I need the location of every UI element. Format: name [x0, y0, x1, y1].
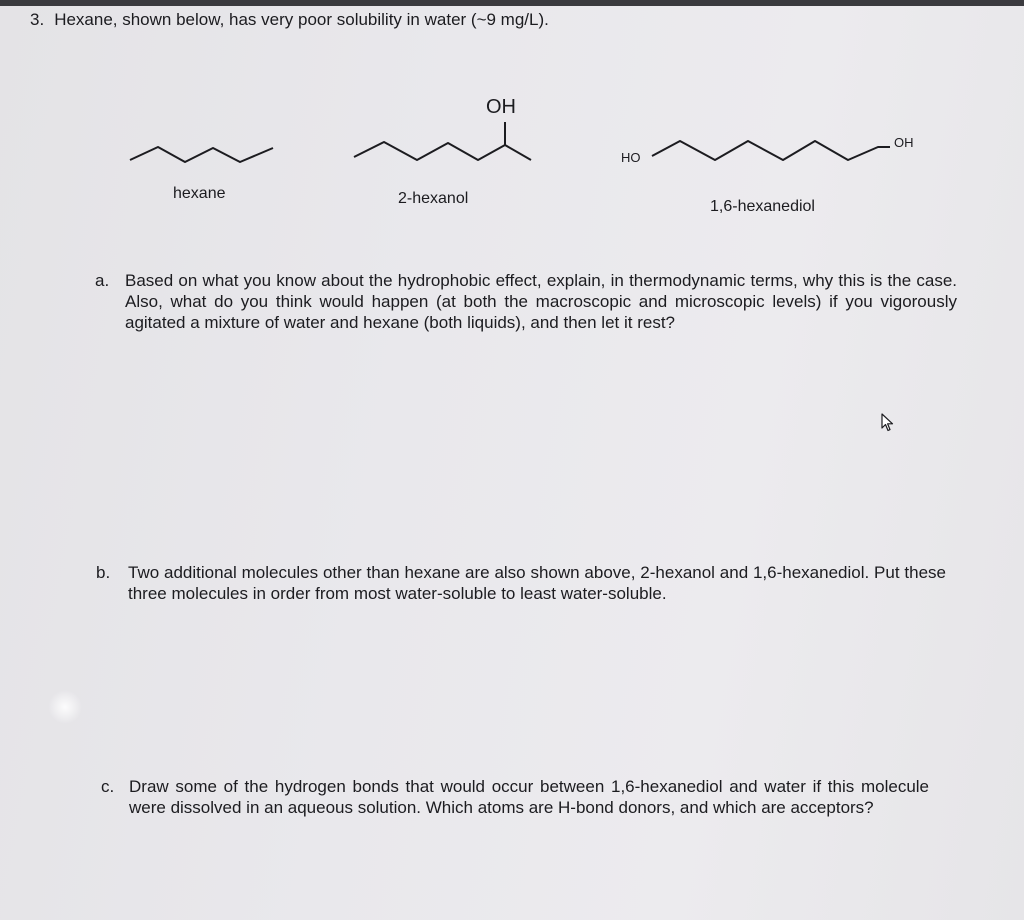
part-c	[101, 776, 941, 846]
hexanediol-oh-label: OH	[894, 135, 914, 150]
part-b-text: Two additional molecules other than hexane are also shown above, 2-hexanol and 1,6-hexanediol. Put these three molecules in order from most water-soluble to least water-soluble.	[128, 563, 946, 603]
part-b	[96, 562, 956, 632]
hexanol-label: 2-hexanol	[398, 190, 469, 207]
question-title-text: Hexane, shown below, has very poor solubility in water (~9 mg/L).	[54, 10, 549, 29]
part-b-letter: b.	[96, 563, 111, 582]
part-c-text: Draw some of the hydrogen bonds that would occur between 1,6-hexanediol and water if this molecule were dissolved in an aqueous solution. Which atoms are H-bond donors, and which are acceptors?	[129, 777, 929, 817]
hexane-label: hexane	[173, 185, 226, 202]
hexanediol-skeleton	[652, 141, 890, 160]
hexanol-oh-label: OH	[486, 96, 516, 118]
mouse-pointer-icon	[881, 413, 895, 433]
hexane-skeleton	[130, 147, 273, 162]
part-a-text: Based on what you know about the hydrophobic effect, explain, in thermodynamic terms, why this is the case. Also, what do you think would happen (at both the macroscopic and microscopic levels) if you vigorously agitated a mixture of water and hexane (both liquids), and then let it rest?	[125, 271, 957, 332]
question-number: 3.	[30, 10, 45, 29]
part-a-letter: a.	[95, 271, 110, 290]
hexanediol-label: 1,6-hexanediol	[710, 198, 815, 215]
hexanediol-ho-label: HO	[621, 150, 641, 165]
part-a	[95, 270, 965, 360]
part-c-letter: c.	[101, 777, 115, 796]
